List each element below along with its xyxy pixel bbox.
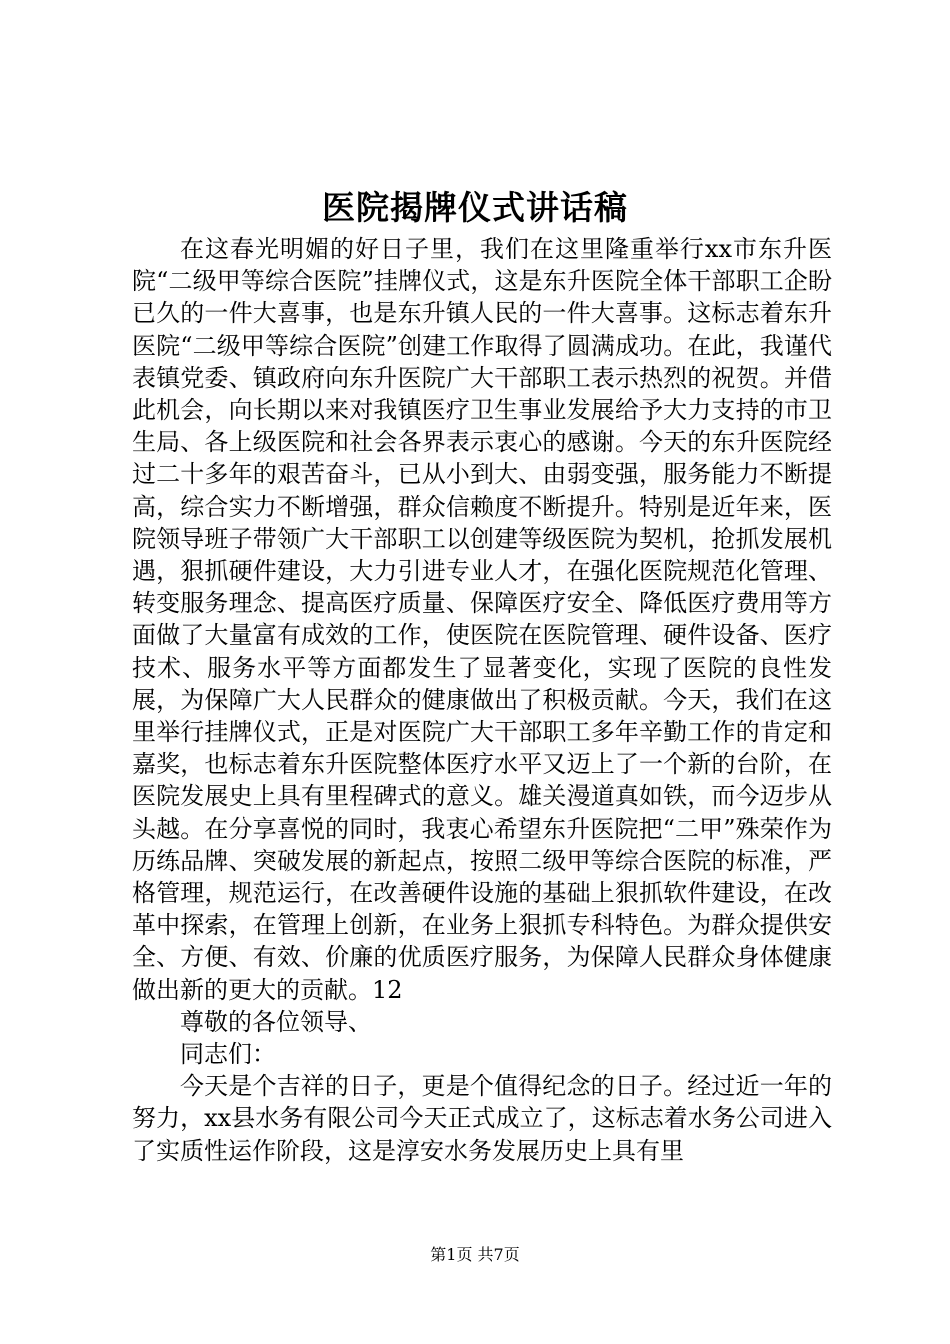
document-body bbox=[132, 233, 832, 1167]
paragraph-hospital-speech: 在这春光明媚的好日子里，我们在这里隆重举行xx市东升医院“二级甲等综合医院”挂牌仪式，这是东升医院全体干部职工企盼已久的一件大喜事，也是东升镇人民的一件大喜事。这标志着东升医院“二级甲等综合医院”创建工作取得了圆满成功。在此，我谨代表镇党委、镇政府向东升医院广大干部职工表示热烈的祝贺。并借此机会，向长期以来对我镇医疗卫生事业发展给予大力支持的市卫生局、各上级医院和社会各界表示衷心的感谢。今天的东升医院经过二十多年的艰苦奋斗，已从小到大、由弱变强，服务能力不断提高，综合实力不断增强，群众信赖度不断提升。特别是近年来，医院领导班子带领广大干部职工以创建等级医院为契机，抢抓发展机遇，狠抓硬件建设，大力引进专业人才，在强化医院规范化管理、转变服务理念、提高医疗质量、保障医疗安全、降低医疗费用等方面做了大量富有成效的工作，使医院在医院管理、硬件设备、医疗技术、服务水平等方面都发生了显著变化，实现了医院的良性发展，为保障广大人民群众的健康做出了积极贡献。今天，我们在这里举行挂牌仪式，正是对医院广大干部职工多年辛勤工作的肯定和嘉奖，也标志着东升医院整体医疗水平又迈上了一个新的台阶，在医院发展史上具有里程碑式的意义。雄关漫道真如铁，而今迈步从头越。在分享喜悦的同时，我衷心希望东升医院把“二甲”殊荣作为历练品牌、突破发展的新起点，按照二级甲等综合医院的标准，严格管理，规范运行，在改善硬件设施的基础上狠抓软件建设，在改革中探索，在管理上创新，在业务上狠抓专科特色。为群众提供安全、方便、有效、价廉的优质医疗服务，为保障人民群众身体健康做出新的更大的贡献。12 bbox=[132, 235, 832, 1004]
paragraph-water-company: 今天是个吉祥的日子，更是个值得纪念的日子。经过近一年的努力，xx县水务有限公司今天正式成立了，这标志着水务公司进入了实质性运作阶段，这是淳安水务发展历史上具有里 bbox=[132, 1072, 832, 1165]
paragraph-salutation: 尊敬的各位领导、 bbox=[180, 1007, 372, 1036]
paragraph-salutation-comrades: 同志们： bbox=[180, 1040, 276, 1069]
page-number: 第1页 共7页 bbox=[430, 1245, 520, 1264]
document-title: 医院揭牌仪式讲话稿 bbox=[322, 188, 628, 227]
